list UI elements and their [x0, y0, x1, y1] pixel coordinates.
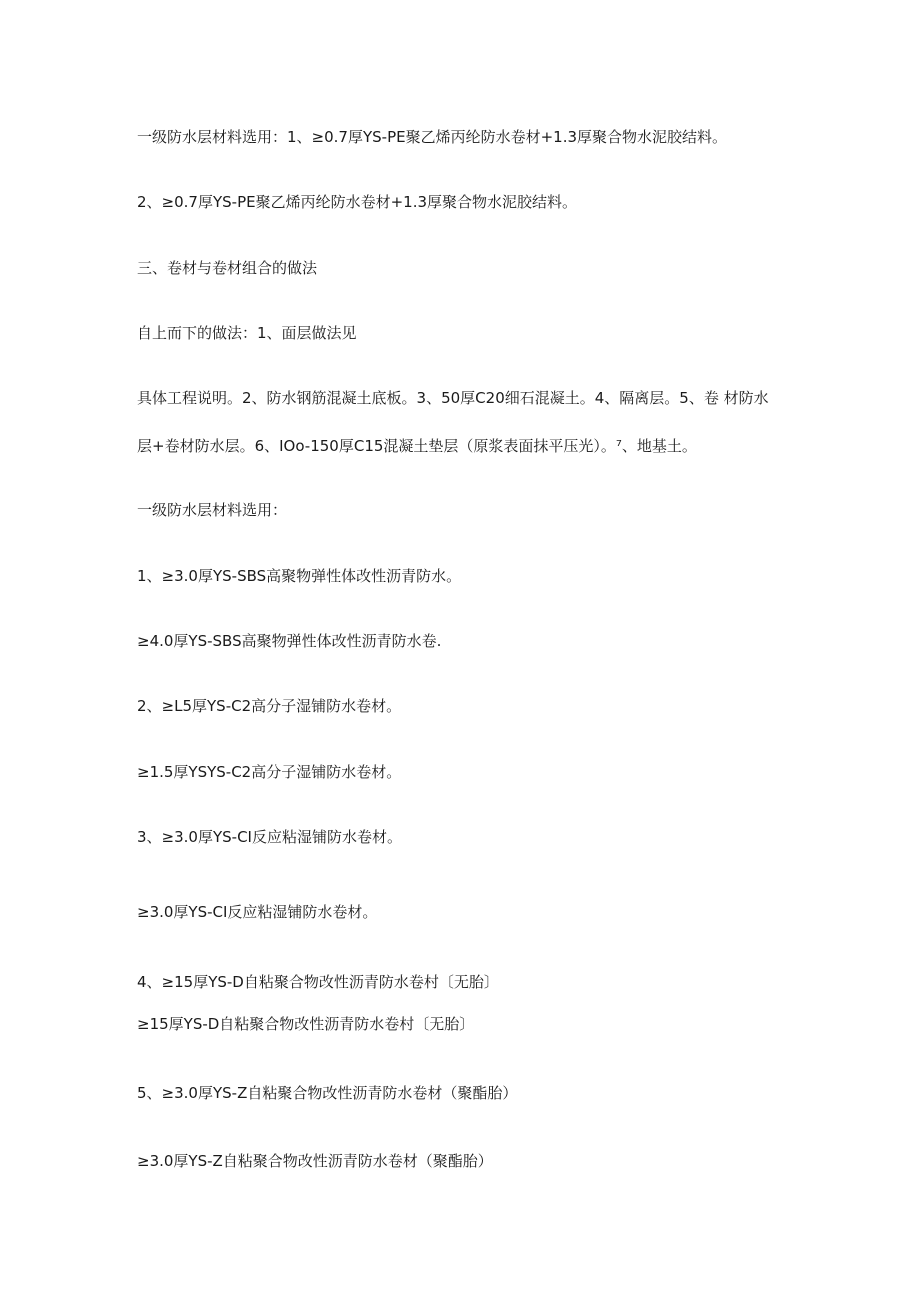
paragraph-line: 自上而下的做法：1、面层做法见 [137, 324, 357, 342]
section-heading: 三、卷材与卷材组合的做法 [137, 259, 318, 277]
list-item: 4、≥15厚YS-D自粘聚合物改性沥青防水卷村〔无胎〕 [137, 973, 499, 991]
list-item: ≥1.5厚YSYS-C2高分子湿铺防水卷材。 [137, 763, 402, 781]
list-item: ≥4.0厚YS-SBS高聚物弹性体改性沥青防水卷. [137, 632, 442, 650]
list-item: 1、≥3.0厚YS-SBS高聚物弹性体改性沥青防水。 [137, 567, 462, 585]
paragraph-line: 一级防水层材料选用： [137, 501, 288, 519]
paragraph-line: 层+卷材防水层。6、IOo-150厚C15混凝土垫层（原浆表面抹平压光）。⁷、地基土。 [137, 437, 697, 455]
list-item: ≥3.0厚YS-Z自粘聚合物改性沥青防水卷材（聚酯胎） [137, 1152, 493, 1170]
list-item: 2、≥L5厚YS-C2高分子湿铺防水卷材。 [137, 697, 402, 715]
list-item: 5、≥3.0厚YS-Z自粘聚合物改性沥青防水卷材（聚酯胎） [137, 1084, 518, 1102]
list-item: ≥15厚YS-D自粘聚合物改性沥青防水卷村〔无胎〕 [137, 1015, 475, 1033]
paragraph-line: 一级防水层材料选用：1、≥0.7厚YS-PE聚乙烯丙纶防水卷材+1.3厚聚合物水泥胶结料。 [137, 128, 728, 146]
paragraph-line: 2、≥0.7厚YS-PE聚乙烯丙纶防水卷材+1.3厚聚合物水泥胶结料。 [137, 193, 578, 211]
list-item: ≥3.0厚YS-CI反应粘湿铺防水卷材。 [137, 903, 378, 921]
list-item: 3、≥3.0厚YS-CI反应粘湿铺防水卷材。 [137, 828, 402, 846]
paragraph-line: 具体工程说明。2、防水钢筋混凝土底板。3、50厚C20细石混凝土。4、隔离层。5、卷 材防水 [137, 389, 769, 407]
